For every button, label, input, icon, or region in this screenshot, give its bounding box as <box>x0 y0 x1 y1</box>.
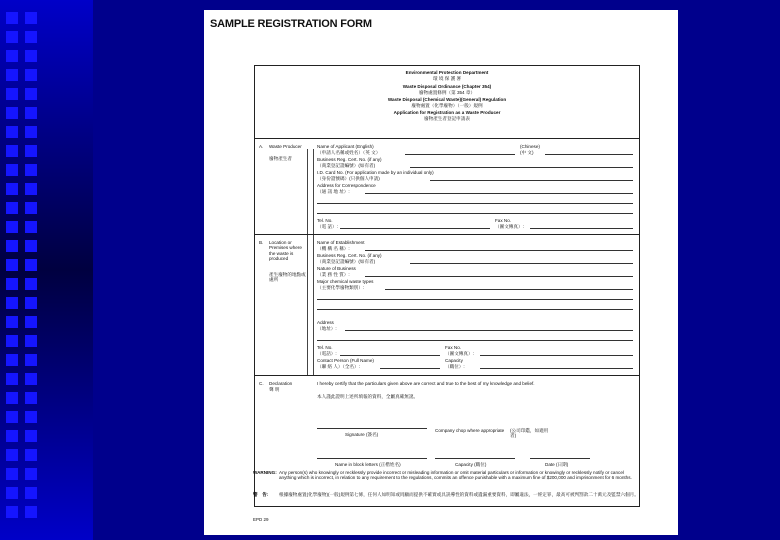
applicant-fax-line[interactable] <box>530 228 633 229</box>
regulation-en: Waste Disposal (Chemical Waste)(General) Regulation <box>387 97 507 102</box>
sidebar-square <box>25 202 37 214</box>
sidebar-square <box>25 449 37 461</box>
correspondence-address-line[interactable] <box>317 203 633 204</box>
sidebar-square <box>25 430 37 442</box>
contact-person-line[interactable] <box>380 368 440 369</box>
sidebar-square <box>6 392 18 404</box>
sidebar-square <box>25 126 37 138</box>
correspondence-address-line[interactable] <box>317 213 633 214</box>
premises-tel-label-zh: （電話）: <box>317 351 337 356</box>
company-chop-label: Company chop where appropriate <box>435 428 505 433</box>
sidebar-square <box>6 69 18 81</box>
registration-form <box>254 65 640 507</box>
sidebar-square <box>25 506 37 518</box>
sidebar-square <box>6 126 18 138</box>
applicant-chinese-label-zh: (中 文) <box>520 150 534 155</box>
sidebar-square <box>25 50 37 62</box>
premises-address-label: Address <box>317 320 334 325</box>
sidebar-square <box>25 278 37 290</box>
warning-text-zh: 根據廢物處置(化學廢物)(一般)規例第七條，任何人如明知或罔顧而提供不確實或具誤導性的資料或遺漏重要資料，即屬違法，一經定罪，最高可被判罰款二十萬元及監禁六個月。 <box>279 492 639 497</box>
sidebar-square <box>25 69 37 81</box>
name-block-label: Name in block letters (正楷姓名) <box>335 462 401 467</box>
contact-person-label-zh: （聯 絡 人）（全名）: <box>317 364 360 369</box>
sidebar-square <box>6 278 18 290</box>
correspondence-address-line[interactable] <box>365 193 633 194</box>
contact-person-label: Contact Person (Full Name) <box>317 358 374 363</box>
section-c-title: Declaration <box>269 381 293 386</box>
warning-text-en: Any person(s) who knowingly or recklessly provide incorrect or misleading information or omit material particulars or information or knowingly or recklessly notify or cancel anything which is incorrect, in relation to any requirement to the regulations, commits an offence punishable with a maximum fine of $200,000 and imprisonment for 6 months. <box>279 470 632 481</box>
section-c-letter: C. <box>259 381 264 386</box>
premises-fax-line[interactable] <box>480 355 633 356</box>
sidebar-square <box>25 335 37 347</box>
premises-address-line[interactable] <box>345 330 633 331</box>
waste-types-label-zh: （主要化學廢物類別）: <box>317 285 365 290</box>
regulation-zh: 廢物處置（化學廢物）（一般）規例 <box>411 103 483 108</box>
section-divider <box>255 234 639 235</box>
establishment-name-label-zh: （機 構 名 稱）: <box>317 246 350 251</box>
waste-types-label: Major chemical waste types <box>317 279 374 284</box>
sidebar-square <box>6 164 18 176</box>
applicant-tel-label: Tel. No. <box>317 218 333 223</box>
section-a-title: Waste Producer <box>269 144 302 149</box>
sidebar-square <box>6 12 18 24</box>
sidebar-square <box>6 468 18 480</box>
section-b-title: Location or Premises where the waste is produced <box>269 240 302 262</box>
dept-name-zh: 環 境 保 護 署 <box>432 76 462 81</box>
establishment-name-label: Name of Establishment <box>317 240 365 245</box>
sidebar-square <box>25 468 37 480</box>
form-code: EPD 29 <box>253 517 269 522</box>
sidebar-square <box>6 107 18 119</box>
sidebar-square <box>6 145 18 157</box>
sidebar-square <box>25 145 37 157</box>
sidebar-square <box>6 88 18 100</box>
sidebar-square <box>25 487 37 499</box>
applicant-brc-label: Business Reg. Cert. No. (if any) <box>317 157 382 162</box>
sidebar-square <box>25 221 37 233</box>
sidebar-square <box>25 88 37 100</box>
sidebar-square <box>6 240 18 252</box>
applicant-tel-line[interactable] <box>340 228 490 229</box>
sidebar-square <box>25 183 37 195</box>
sidebar-square <box>6 221 18 233</box>
sidebar-square <box>6 506 18 518</box>
sidebar-square <box>6 202 18 214</box>
section-b-title-zh: 產生廢物的地點或處所 <box>269 272 306 283</box>
sidebar-square <box>6 297 18 309</box>
applicant-name-label: Name of Applicant (English) <box>317 144 374 149</box>
section-divider <box>255 375 639 376</box>
sidebar-square <box>25 164 37 176</box>
ordinance-zh: 廢物處置條例（第 354 章） <box>418 90 476 95</box>
capacity-line[interactable] <box>435 458 515 459</box>
sidebar-square <box>25 392 37 404</box>
section-a-title-zh: 廢物產生者 <box>269 156 292 161</box>
sidebar-square <box>25 12 37 24</box>
premises-tel-line[interactable] <box>340 355 440 356</box>
applicant-fax-label-zh: （圖文傳真）: <box>495 224 524 229</box>
sidebar-square <box>6 31 18 43</box>
applicant-brc-label-zh: （商業登記證編號）(如有者) <box>317 163 376 168</box>
warning-label-zh: 警 告: <box>253 492 269 497</box>
sidebar-square <box>6 487 18 499</box>
business-nature-label-zh: （業 務 性 質）: <box>317 272 350 277</box>
premises-brc-label: Business Reg. Cert. No. (if any) <box>317 253 382 258</box>
warning-label-en: WARNING: <box>253 470 277 475</box>
premises-fax-label-zh: （圖文傳真）: <box>445 351 474 356</box>
date-line[interactable] <box>530 458 590 459</box>
sidebar-square <box>25 107 37 119</box>
correspondence-address-label: Address for Correspondence <box>317 183 376 188</box>
sidebar-square <box>6 354 18 366</box>
section-c-title-zh: 聲 明 <box>269 387 280 392</box>
premises-address-line[interactable] <box>317 340 633 341</box>
waste-types-line[interactable] <box>385 289 633 290</box>
sidebar-square <box>6 430 18 442</box>
premises-brc-line[interactable] <box>410 263 633 264</box>
ordinance-en: Waste Disposal Ordinance (Chapter 354) <box>402 84 492 89</box>
applicant-chinese-line[interactable] <box>545 154 633 155</box>
sidebar-square <box>6 449 18 461</box>
sidebar-square <box>6 373 18 385</box>
establishment-name-line[interactable] <box>365 250 633 251</box>
label-column-rule <box>313 149 314 375</box>
signature-line[interactable] <box>317 428 427 429</box>
company-chop-label-zh: (公司印鑑，如適用者) <box>510 428 549 439</box>
sidebar-square <box>25 31 37 43</box>
applicant-tel-label-zh: （電 話）: <box>317 224 338 229</box>
contact-capacity-line[interactable] <box>480 368 633 369</box>
section-a-letter: A. <box>259 144 264 149</box>
sidebar-square <box>6 183 18 195</box>
premises-fax-label: Fax No. <box>445 345 462 350</box>
section-b-letter: B. <box>259 240 264 245</box>
applicant-name-label-zh: （申請人名稱或姓名）（英 文） <box>317 150 381 155</box>
dept-name-en: Environmental Protection Department <box>405 70 489 75</box>
signature-label: Signature (簽名) <box>345 432 379 437</box>
applicant-id-label: I.D. Card No. (For application made by an individual only) <box>317 170 434 175</box>
declaration-text-en: I hereby certify that the particulars given above are correct and true to the best of my knowledge and belief. <box>317 381 535 386</box>
contact-capacity-label-zh: （職位）: <box>445 364 465 369</box>
applicant-brc-line[interactable] <box>410 167 633 168</box>
applicant-chinese-label: (Chinese) <box>520 144 540 149</box>
sidebar-square <box>25 297 37 309</box>
sidebar-square <box>25 354 37 366</box>
premises-brc-label-zh: （商業登記證編號）(如有者) <box>317 259 376 264</box>
correspondence-address-label-zh: （通 訊 地 址）: <box>317 189 350 194</box>
slide-main <box>93 0 780 540</box>
form-page <box>204 10 678 535</box>
applicant-english-line[interactable] <box>405 154 515 155</box>
declaration-text-zh: 本人謹此證明上述所填報的資料，全屬真確無訛。 <box>317 394 419 399</box>
label-column-rule <box>307 149 308 375</box>
application-title-en: Application for Registration as a Waste Producer <box>393 110 501 115</box>
sidebar-square <box>6 259 18 271</box>
applicant-id-label-zh: （身份證號碼）(只供個人申請) <box>317 176 380 181</box>
contact-capacity-label: Capacity <box>445 358 463 363</box>
waste-types-line[interactable] <box>317 299 633 300</box>
waste-types-line[interactable] <box>317 309 633 310</box>
business-nature-label: Nature of Business <box>317 266 356 271</box>
premises-tel-label: Tel. No. <box>317 345 333 350</box>
sidebar-square <box>25 411 37 423</box>
slide-sidebar <box>0 0 93 540</box>
sidebar-square <box>6 50 18 62</box>
sidebar-square <box>25 316 37 328</box>
section-divider <box>255 138 639 139</box>
sidebar-square <box>6 316 18 328</box>
sidebar-square <box>6 335 18 347</box>
capacity-label: Capacity (職位) <box>455 462 487 467</box>
date-label: Date (日期) <box>545 462 569 467</box>
premises-address-label-zh: （地址）: <box>317 326 337 331</box>
applicant-fax-label: Fax No. <box>495 218 512 223</box>
sidebar-square <box>25 240 37 252</box>
application-title-zh: 廢物產生者登記申請表 <box>424 116 470 121</box>
slide-title: SAMPLE REGISTRATION FORM <box>210 18 372 30</box>
sidebar-square <box>6 411 18 423</box>
applicant-id-line[interactable] <box>430 180 633 181</box>
sidebar-square <box>25 373 37 385</box>
business-nature-line[interactable] <box>365 276 633 277</box>
sidebar-square <box>25 259 37 271</box>
name-block-line[interactable] <box>317 458 427 459</box>
